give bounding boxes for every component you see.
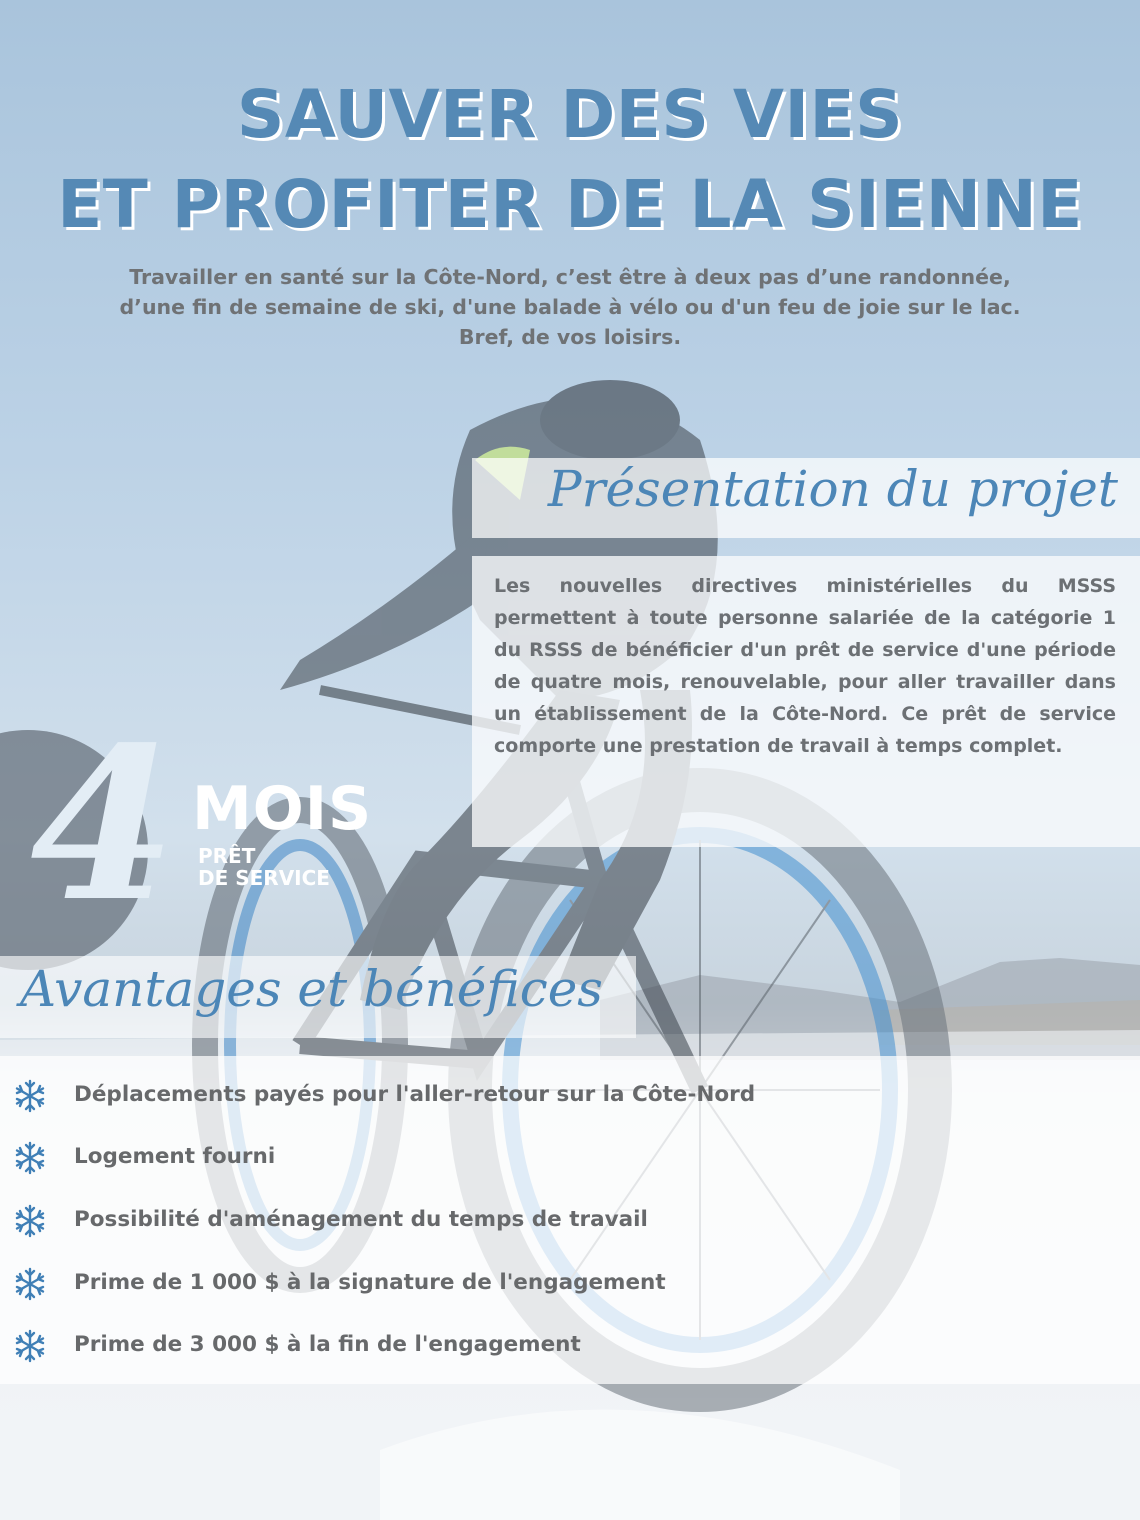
headline-line-2: ET PROFITER DE LA SIENNE bbox=[57, 166, 1083, 243]
presentation-panel bbox=[472, 556, 1140, 847]
advantage-item-label: Prime de 1 000 $ à la signature de l'engagement bbox=[74, 1270, 666, 1295]
advantages-title: Avantages et bénéfices bbox=[20, 960, 603, 1018]
advantage-item bbox=[0, 1138, 1000, 1178]
months-badge-subtitle-line-2: DE SERVICE bbox=[198, 866, 330, 890]
advantage-item bbox=[0, 1326, 1000, 1366]
advantage-item-label: Possibilité d'aménagement du temps de travail bbox=[74, 1207, 648, 1232]
snowflake-icon bbox=[12, 1266, 48, 1302]
intro-line-2: d’une fin de semaine de ski, d'une balade à vélo ou d'un feu de joie sur le lac. bbox=[119, 295, 1021, 319]
advantage-item bbox=[0, 1076, 1000, 1116]
advantage-item-label: Déplacements payés pour l'aller-retour sur la Côte-Nord bbox=[74, 1082, 756, 1107]
months-badge-subtitle-line-1: PRÊT bbox=[198, 844, 256, 868]
advantages-header-banner bbox=[0, 956, 636, 1038]
intro-paragraph bbox=[20, 262, 1120, 352]
snowflake-icon bbox=[12, 1328, 48, 1364]
advantage-item bbox=[0, 1264, 1000, 1304]
headline-line-1: SAUVER DES VIES bbox=[236, 76, 904, 153]
presentation-title: Présentation du projet bbox=[547, 460, 1118, 518]
snowflake-icon bbox=[12, 1140, 48, 1176]
advantages-panel bbox=[0, 1056, 1140, 1384]
presentation-header-banner bbox=[472, 458, 1140, 538]
advantage-item-label: Prime de 3 000 $ à la fin de l'engagement bbox=[74, 1332, 581, 1357]
intro-line-3: Bref, de vos loisirs. bbox=[458, 325, 682, 349]
months-badge-word: MOIS bbox=[192, 774, 373, 844]
snowflake-icon bbox=[12, 1203, 48, 1239]
snowflake-icon bbox=[12, 1078, 48, 1114]
presentation-body-text: Les nouvelles directives ministérielles du MSSS permettent à toute personne salariée de la catégorie 1 du RSSS de bénéficier d'un prêt de service d'une période de quatre mois, renouvelable, pour aller travailler dans un établissement de la Côte-Nord. Ce prêt de service comporte une prestation de travail à temps complet. bbox=[494, 575, 1116, 757]
months-badge-number: 4 bbox=[30, 701, 177, 948]
advantage-item bbox=[0, 1201, 1000, 1241]
advantage-item-label: Logement fourni bbox=[74, 1144, 276, 1169]
intro-line-1: Travailler en santé sur la Côte-Nord, c’est être à deux pas d’une randonnée, bbox=[129, 265, 1011, 289]
